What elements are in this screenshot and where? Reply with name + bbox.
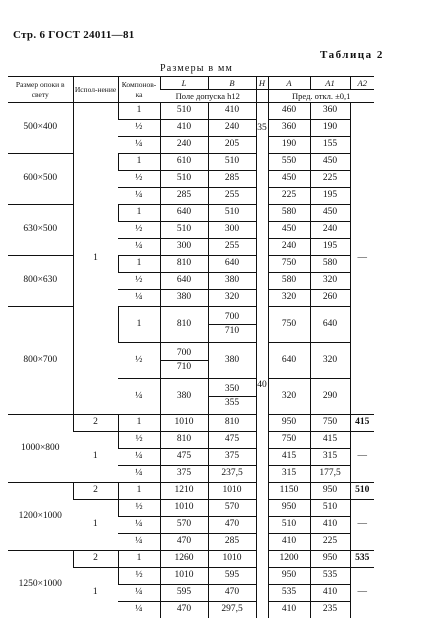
L-split-bottom: 710 bbox=[176, 362, 192, 372]
B-cell: 285 bbox=[208, 171, 256, 188]
size-cell: 1250×1000 bbox=[18, 578, 62, 589]
layout-cell: ¼ bbox=[118, 239, 160, 256]
layout-cell: ½ bbox=[118, 120, 160, 137]
L-cell: 570 bbox=[160, 517, 208, 534]
A-cell: 190 bbox=[268, 137, 310, 154]
L-cell: 810 bbox=[160, 432, 208, 449]
A2-cell: 535 bbox=[350, 551, 374, 568]
L-cell: 810 bbox=[160, 307, 208, 343]
size-cell: 630×500 bbox=[8, 205, 73, 256]
header-H: H bbox=[256, 77, 268, 90]
B-cell: 1010 bbox=[208, 551, 256, 568]
header-B: B bbox=[208, 77, 256, 90]
A-cell: 1200 bbox=[268, 551, 310, 568]
L-cell: 510 bbox=[160, 103, 208, 120]
L-cell: 1210 bbox=[160, 483, 208, 500]
L-cell: 380 bbox=[160, 290, 208, 307]
B-split-cell bbox=[208, 307, 256, 343]
A1-cell: 177,5 bbox=[310, 466, 350, 483]
header-version: Испол-нение bbox=[73, 77, 118, 103]
version-cell: 1 bbox=[73, 500, 118, 551]
layout-cell: ½ bbox=[118, 343, 160, 379]
version-cell: 2 bbox=[73, 483, 118, 500]
L-cell: 410 bbox=[160, 120, 208, 137]
A-cell: 410 bbox=[268, 602, 310, 619]
A-cell: 240 bbox=[268, 239, 310, 256]
A-cell: 950 bbox=[268, 568, 310, 585]
B-split-bottom: 355 bbox=[224, 398, 240, 408]
A1-cell: 510 bbox=[310, 500, 350, 517]
dimensions-table bbox=[8, 76, 374, 618]
layout-cell: ¼ bbox=[118, 188, 160, 205]
A1-cell: 155 bbox=[310, 137, 350, 154]
size-cell: 800×700 bbox=[8, 307, 73, 415]
L-cell: 1260 bbox=[160, 551, 208, 568]
B-cell: 475 bbox=[208, 432, 256, 449]
A-cell: 510 bbox=[268, 517, 310, 534]
B-cell: 640 bbox=[208, 256, 256, 273]
B-cell: 1010 bbox=[208, 483, 256, 500]
A-cell: 580 bbox=[268, 205, 310, 222]
A-cell: 410 bbox=[268, 534, 310, 551]
A2-cell: — bbox=[350, 568, 374, 619]
B-cell: 410 bbox=[208, 103, 256, 120]
A1-cell: 750 bbox=[310, 415, 350, 432]
A1-cell: 950 bbox=[310, 483, 350, 500]
A-cell: 1150 bbox=[268, 483, 310, 500]
L-split-cell bbox=[160, 343, 208, 379]
A1-cell: 320 bbox=[310, 343, 350, 379]
layout-cell: ½ bbox=[118, 500, 160, 517]
table-label: Таблица 2 bbox=[320, 49, 384, 61]
units-label: Размеры в мм bbox=[160, 63, 234, 74]
version-cell: 1 bbox=[73, 432, 118, 483]
B-cell: 810 bbox=[208, 415, 256, 432]
A-cell: 640 bbox=[268, 343, 310, 379]
layout-cell: 1 bbox=[118, 205, 160, 222]
size-cell: 1200×1000 bbox=[8, 483, 73, 551]
layout-cell: 1 bbox=[118, 551, 160, 568]
B-cell: 240 bbox=[208, 120, 256, 137]
L-cell: 510 bbox=[160, 171, 208, 188]
A1-cell: 240 bbox=[310, 222, 350, 239]
L-cell: 595 bbox=[160, 585, 208, 602]
header-layout: Компонов-ка bbox=[118, 77, 160, 103]
A1-cell: 315 bbox=[310, 449, 350, 466]
size-cell: 500×400 bbox=[8, 103, 73, 154]
header-A1: A1 bbox=[310, 77, 350, 90]
version-cell: 1 bbox=[73, 103, 118, 415]
A1-cell: 190 bbox=[310, 120, 350, 137]
L-cell: 475 bbox=[160, 449, 208, 466]
layout-cell: ¼ bbox=[118, 379, 160, 415]
B-split-cell bbox=[208, 379, 256, 415]
B-split-bottom: 710 bbox=[224, 326, 240, 336]
A-cell: 320 bbox=[268, 290, 310, 307]
layout-cell: ½ bbox=[118, 568, 160, 585]
B-cell: 255 bbox=[208, 188, 256, 205]
layout-cell: ¼ bbox=[118, 466, 160, 483]
B-cell: 375 bbox=[208, 449, 256, 466]
A-cell: 750 bbox=[268, 432, 310, 449]
L-cell: 375 bbox=[160, 466, 208, 483]
A-cell: 450 bbox=[268, 222, 310, 239]
page-header: Стр. 6 ГОСТ 24011—81 bbox=[13, 29, 135, 41]
B-split-top: 350 bbox=[209, 383, 256, 398]
A1-cell: 290 bbox=[310, 379, 350, 415]
header-A: A bbox=[268, 77, 310, 90]
A1-cell: 450 bbox=[310, 205, 350, 222]
A2-cell: — bbox=[350, 500, 374, 551]
A-cell: 460 bbox=[268, 103, 310, 120]
A-cell: 950 bbox=[268, 415, 310, 432]
header-tolerance: Поле допуска h12 bbox=[160, 90, 256, 103]
layout-cell: ¼ bbox=[118, 449, 160, 466]
header-A2: A2 bbox=[350, 77, 374, 90]
A1-cell: 450 bbox=[310, 154, 350, 171]
A1-cell: 225 bbox=[310, 534, 350, 551]
header-deviation: Пред. откл. ±0,1 bbox=[268, 90, 374, 103]
A1-cell: 360 bbox=[310, 103, 350, 120]
A1-cell: 640 bbox=[310, 307, 350, 343]
B-cell: 205 bbox=[208, 137, 256, 154]
L-split-top: 700 bbox=[161, 347, 208, 362]
A1-cell: 535 bbox=[310, 568, 350, 585]
L-cell: 640 bbox=[160, 273, 208, 290]
A1-cell: 260 bbox=[310, 290, 350, 307]
L-cell: 380 bbox=[160, 379, 208, 415]
B-cell: 237,5 bbox=[208, 466, 256, 483]
L-cell: 640 bbox=[160, 205, 208, 222]
A2-cell: 510 bbox=[350, 483, 374, 500]
A-cell: 535 bbox=[268, 585, 310, 602]
layout-cell: ½ bbox=[118, 171, 160, 188]
B-cell: 285 bbox=[208, 534, 256, 551]
B-cell: 470 bbox=[208, 585, 256, 602]
layout-cell: ½ bbox=[118, 273, 160, 290]
layout-cell: 1 bbox=[118, 415, 160, 432]
A-cell: 950 bbox=[268, 500, 310, 517]
L-cell: 1010 bbox=[160, 415, 208, 432]
layout-cell: ¼ bbox=[118, 290, 160, 307]
A1-cell: 320 bbox=[310, 273, 350, 290]
layout-cell: ¼ bbox=[118, 585, 160, 602]
A-cell: 360 bbox=[268, 120, 310, 137]
L-cell: 240 bbox=[160, 137, 208, 154]
layout-cell: 1 bbox=[118, 154, 160, 171]
L-cell: 300 bbox=[160, 239, 208, 256]
A1-cell: 410 bbox=[310, 585, 350, 602]
A-cell: 415 bbox=[268, 449, 310, 466]
A1-cell: 225 bbox=[310, 171, 350, 188]
L-cell: 510 bbox=[160, 222, 208, 239]
A-cell: 320 bbox=[268, 379, 310, 415]
layout-cell: ½ bbox=[118, 222, 160, 239]
A-cell: 750 bbox=[268, 307, 310, 343]
L-cell: 470 bbox=[160, 602, 208, 619]
header-size: Размер опоки в свету bbox=[8, 77, 73, 103]
A1-cell: 195 bbox=[310, 239, 350, 256]
layout-cell: ¼ bbox=[118, 517, 160, 534]
B-cell: 297,5 bbox=[208, 602, 256, 619]
L-cell: 610 bbox=[160, 154, 208, 171]
layout-cell: ¼ bbox=[118, 137, 160, 154]
layout-cell: 1 bbox=[118, 256, 160, 273]
A1-cell: 235 bbox=[310, 602, 350, 619]
version-cell: 1 bbox=[92, 587, 98, 598]
H-cell: 40 bbox=[256, 154, 268, 619]
version-cell: 2 bbox=[73, 551, 118, 568]
A-cell: 550 bbox=[268, 154, 310, 171]
A2-cell: — bbox=[350, 103, 374, 415]
layout-cell: 1 bbox=[118, 307, 160, 343]
size-cell: 600×500 bbox=[8, 154, 73, 205]
A-cell: 315 bbox=[268, 466, 310, 483]
L-cell: 1010 bbox=[160, 500, 208, 517]
A-cell: 580 bbox=[268, 273, 310, 290]
A1-cell: 580 bbox=[310, 256, 350, 273]
L-cell: 285 bbox=[160, 188, 208, 205]
B-cell: 380 bbox=[208, 273, 256, 290]
A1-cell: 410 bbox=[310, 517, 350, 534]
size-cell: 800×630 bbox=[8, 256, 73, 307]
layout-cell: ¼ bbox=[118, 534, 160, 551]
B-split-top: 700 bbox=[209, 311, 256, 326]
layout-cell: ¼ bbox=[118, 602, 160, 619]
A-cell: 225 bbox=[268, 188, 310, 205]
L-cell: 1010 bbox=[160, 568, 208, 585]
A1-cell: 195 bbox=[310, 188, 350, 205]
version-cell: 2 bbox=[73, 415, 118, 432]
B-cell: 570 bbox=[208, 500, 256, 517]
header-L: L bbox=[160, 77, 208, 90]
B-cell: 300 bbox=[208, 222, 256, 239]
size-cell: 1000×800 bbox=[8, 415, 73, 483]
header-H-blank bbox=[256, 90, 268, 103]
A-cell: 450 bbox=[268, 171, 310, 188]
B-cell: 595 bbox=[208, 568, 256, 585]
A1-cell: 950 bbox=[310, 551, 350, 568]
H-cell: 35 bbox=[256, 103, 268, 154]
B-cell: 320 bbox=[208, 290, 256, 307]
B-cell: 510 bbox=[208, 205, 256, 222]
layout-cell: ½ bbox=[118, 432, 160, 449]
A-cell: 750 bbox=[268, 256, 310, 273]
B-cell: 470 bbox=[208, 517, 256, 534]
L-cell: 810 bbox=[160, 256, 208, 273]
A2-cell: 415 bbox=[350, 415, 374, 432]
L-cell: 470 bbox=[160, 534, 208, 551]
A1-cell: 415 bbox=[310, 432, 350, 449]
B-cell: 380 bbox=[208, 343, 256, 379]
B-cell: 510 bbox=[208, 154, 256, 171]
A2-cell: — bbox=[350, 432, 374, 483]
layout-cell: 1 bbox=[118, 483, 160, 500]
B-cell: 255 bbox=[208, 239, 256, 256]
layout-cell: 1 bbox=[118, 103, 160, 120]
